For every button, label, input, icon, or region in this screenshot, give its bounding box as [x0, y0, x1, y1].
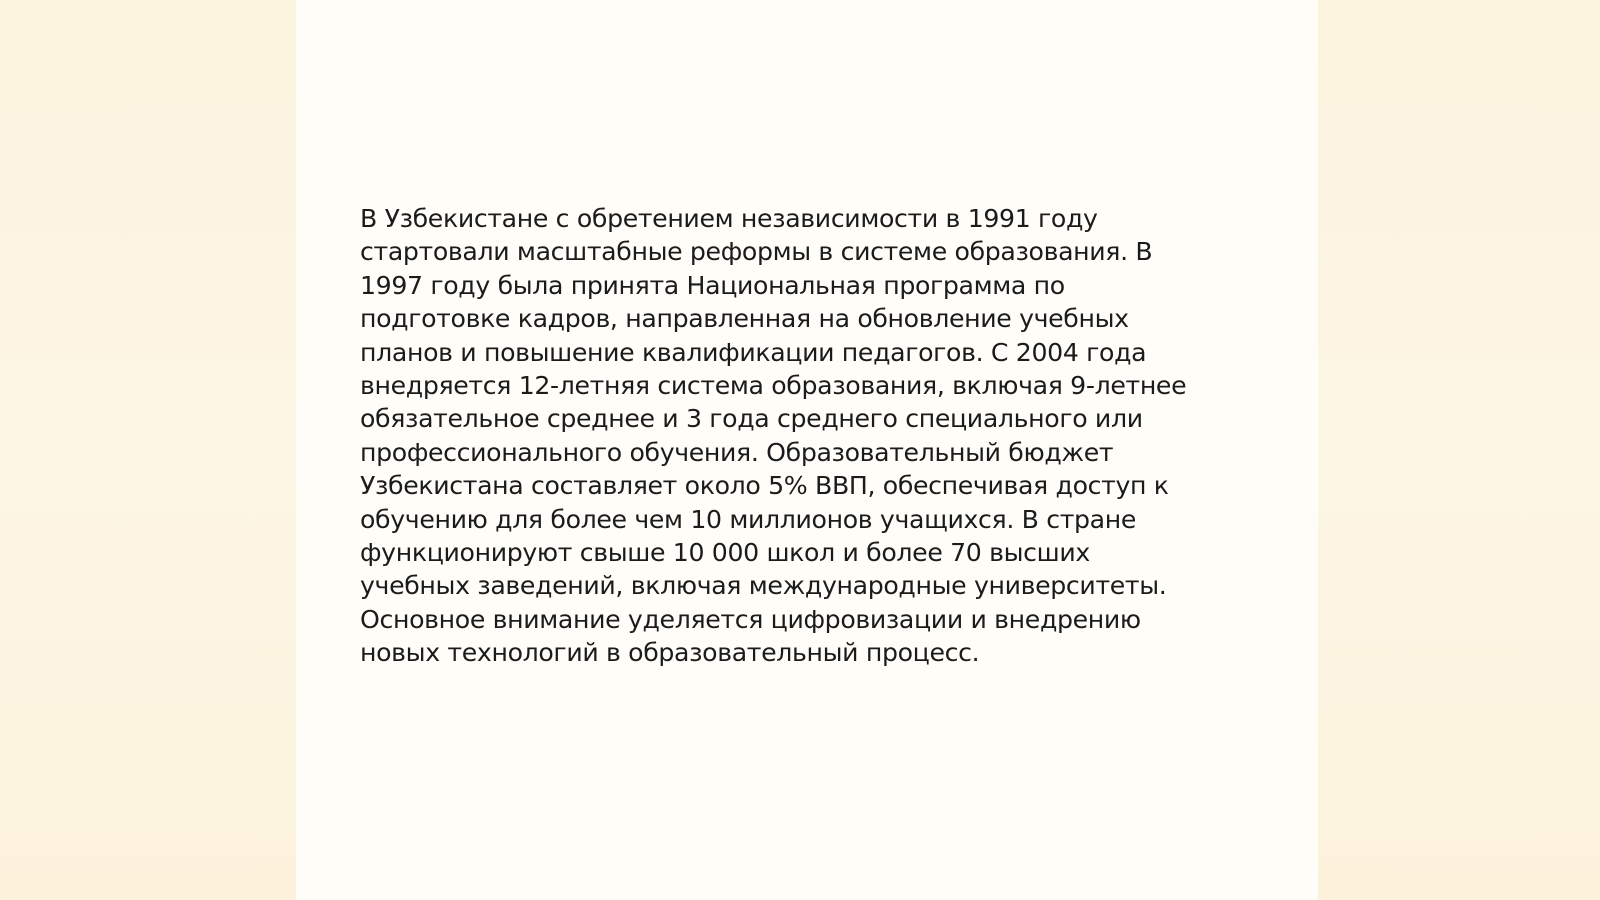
- paragraph-line: функционируют свыше 10 000 школ и более 70 высших: [360, 538, 1090, 568]
- left-margin-background: [0, 0, 296, 900]
- right-margin-background: [1318, 0, 1600, 900]
- paragraph-line: учебных заведений, включая международные университеты.: [360, 571, 1167, 601]
- paragraph-line: 1997 году была принята Национальная программа по: [360, 270, 1065, 300]
- paragraph-line: Основное внимание уделяется цифровизации и внедрению: [360, 604, 1141, 634]
- paragraph-line: В Узбекистане с обретением независимости в 1991 году: [360, 204, 1098, 233]
- body-paragraph: [360, 202, 1240, 670]
- paragraph-line: обязательное среднее и 3 года среднего специального или: [360, 404, 1143, 434]
- paragraph-line: Узбекистана составляет около 5% ВВП, обеспечивая доступ к: [360, 471, 1169, 501]
- paragraph-line: новых технологий в образовательный процесс.: [360, 638, 980, 668]
- paragraph-line: обучению для более чем 10 миллионов учащихся. В стране: [360, 504, 1137, 534]
- paragraph-line: стартовали масштабные реформы в системе образования. В: [360, 237, 1153, 267]
- paragraph-line: профессионального обучения. Образовательный бюджет: [360, 437, 1114, 467]
- paragraph-line: подготовке кадров, направленная на обновление учебных: [360, 304, 1129, 334]
- paragraph-line: внедряется 12-летняя система образования, включая 9-летнее: [360, 371, 1187, 401]
- document-page: [296, 0, 1318, 900]
- paragraph-line: планов и повышение квалификации педагогов. С 2004 года: [360, 337, 1147, 367]
